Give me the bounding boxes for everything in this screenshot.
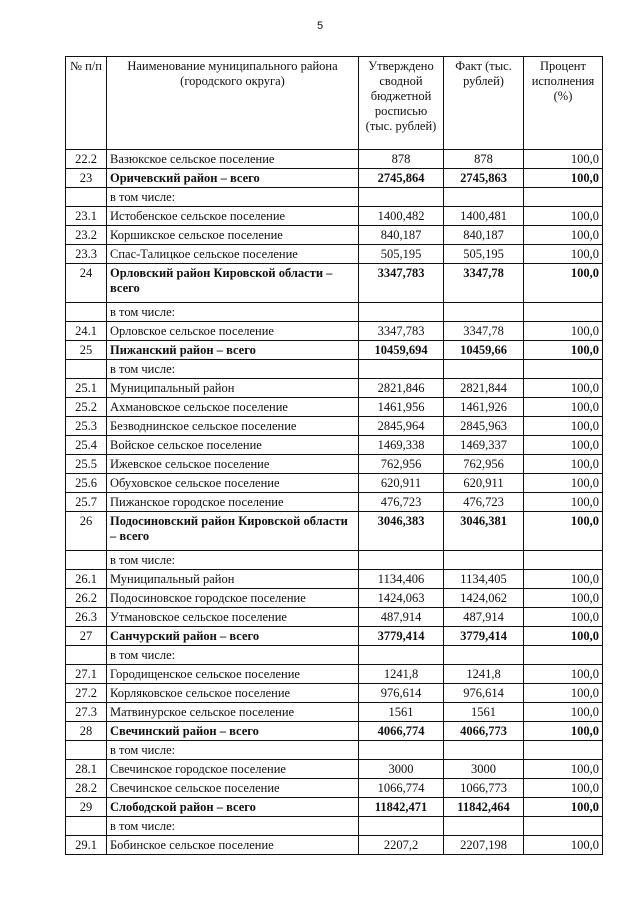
row-approved-cell: 1424,063 <box>359 589 444 608</box>
header-num: № п/п <box>66 57 107 150</box>
row-number-cell: 27.1 <box>66 665 107 684</box>
row-approved-cell: 976,614 <box>359 684 444 703</box>
row-percent-cell <box>524 188 603 207</box>
row-percent-cell <box>524 646 603 665</box>
table-row <box>66 493 603 512</box>
budget-execution-table <box>65 56 603 855</box>
row-fact-cell: 4066,773 <box>444 722 524 741</box>
table-row <box>66 608 603 627</box>
row-approved-cell: 620,911 <box>359 474 444 493</box>
row-number-cell: 24 <box>66 264 107 303</box>
row-number-cell <box>66 303 107 322</box>
table-row <box>66 245 603 264</box>
row-approved-cell: 2821,846 <box>359 379 444 398</box>
row-approved-cell: 1561 <box>359 703 444 722</box>
row-name-cell: Обуховское сельское поселение <box>107 474 359 493</box>
table-row <box>66 836 603 855</box>
row-name-cell: Орловский район Кировской области – всего <box>107 264 359 303</box>
row-number-cell: 27.3 <box>66 703 107 722</box>
row-approved-cell: 840,187 <box>359 226 444 245</box>
row-number-cell: 25.1 <box>66 379 107 398</box>
row-percent-cell: 100,0 <box>524 455 603 474</box>
row-fact-cell: 3779,414 <box>444 627 524 646</box>
table-row <box>66 360 603 379</box>
row-percent-cell: 100,0 <box>524 245 603 264</box>
row-fact-cell <box>444 360 524 379</box>
row-approved-cell <box>359 188 444 207</box>
row-fact-cell <box>444 646 524 665</box>
row-percent-cell: 100,0 <box>524 779 603 798</box>
row-fact-cell: 505,195 <box>444 245 524 264</box>
row-percent-cell: 100,0 <box>524 570 603 589</box>
row-name-cell: Вазюкское сельское поселение <box>107 150 359 169</box>
row-name-cell: Подосиновское городское поселение <box>107 589 359 608</box>
table-row <box>66 322 603 341</box>
row-name-cell: в том числе: <box>107 551 359 570</box>
row-number-cell: 26 <box>66 512 107 551</box>
row-approved-cell: 3046,383 <box>359 512 444 551</box>
row-percent-cell: 100,0 <box>524 322 603 341</box>
row-name-cell: Истобенское сельское поселение <box>107 207 359 226</box>
row-number-cell: 25.2 <box>66 398 107 417</box>
row-number-cell: 23.2 <box>66 226 107 245</box>
row-percent-cell: 100,0 <box>524 417 603 436</box>
table-row <box>66 398 603 417</box>
row-number-cell: 23 <box>66 169 107 188</box>
row-percent-cell: 100,0 <box>524 684 603 703</box>
row-fact-cell: 1134,405 <box>444 570 524 589</box>
row-fact-cell: 2845,963 <box>444 417 524 436</box>
row-name-cell: в том числе: <box>107 646 359 665</box>
table-row <box>66 188 603 207</box>
row-percent-cell: 100,0 <box>524 150 603 169</box>
row-approved-cell <box>359 551 444 570</box>
row-name-cell: Свечинское городское поселение <box>107 760 359 779</box>
row-number-cell: 26.1 <box>66 570 107 589</box>
row-approved-cell: 2745,864 <box>359 169 444 188</box>
row-fact-cell: 3347,78 <box>444 322 524 341</box>
row-approved-cell: 2845,964 <box>359 417 444 436</box>
row-fact-cell: 11842,464 <box>444 798 524 817</box>
row-percent-cell: 100,0 <box>524 493 603 512</box>
row-name-cell: Подосиновский район Кировской области – всего <box>107 512 359 551</box>
row-approved-cell <box>359 741 444 760</box>
row-approved-cell: 505,195 <box>359 245 444 264</box>
row-percent-cell: 100,0 <box>524 836 603 855</box>
row-percent-cell: 100,0 <box>524 341 603 360</box>
row-percent-cell: 100,0 <box>524 703 603 722</box>
table-row <box>66 589 603 608</box>
row-percent-cell <box>524 817 603 836</box>
row-name-cell: Бобинское сельское поселение <box>107 836 359 855</box>
row-number-cell: 25.3 <box>66 417 107 436</box>
table-row <box>66 684 603 703</box>
table-row <box>66 703 603 722</box>
table-row <box>66 379 603 398</box>
row-number-cell <box>66 360 107 379</box>
row-fact-cell: 10459,66 <box>444 341 524 360</box>
table-row <box>66 646 603 665</box>
row-number-cell: 22.2 <box>66 150 107 169</box>
row-approved-cell: 10459,694 <box>359 341 444 360</box>
row-percent-cell: 100,0 <box>524 722 603 741</box>
row-name-cell: Спас-Талицкое сельское поселение <box>107 245 359 264</box>
row-name-cell: Матвинурское сельское поселение <box>107 703 359 722</box>
table-row <box>66 226 603 245</box>
row-number-cell <box>66 741 107 760</box>
table-row <box>66 551 603 570</box>
table-row <box>66 779 603 798</box>
row-approved-cell: 2207,2 <box>359 836 444 855</box>
table-row <box>66 150 603 169</box>
table-row <box>66 817 603 836</box>
table-row <box>66 207 603 226</box>
row-number-cell <box>66 646 107 665</box>
row-percent-cell: 100,0 <box>524 169 603 188</box>
table-row <box>66 455 603 474</box>
row-number-cell <box>66 817 107 836</box>
row-name-cell: Коршикское сельское поселение <box>107 226 359 245</box>
row-percent-cell <box>524 360 603 379</box>
table-row <box>66 417 603 436</box>
row-fact-cell <box>444 303 524 322</box>
row-approved-cell <box>359 360 444 379</box>
row-name-cell: Ахмановское сельское поселение <box>107 398 359 417</box>
row-fact-cell <box>444 551 524 570</box>
row-fact-cell: 620,911 <box>444 474 524 493</box>
row-fact-cell <box>444 817 524 836</box>
table-row <box>66 722 603 741</box>
row-name-cell: в том числе: <box>107 741 359 760</box>
row-percent-cell: 100,0 <box>524 226 603 245</box>
table-row <box>66 303 603 322</box>
row-fact-cell: 1400,481 <box>444 207 524 226</box>
row-name-cell: в том числе: <box>107 360 359 379</box>
row-fact-cell: 476,723 <box>444 493 524 512</box>
row-approved-cell: 3347,783 <box>359 322 444 341</box>
row-fact-cell: 2207,198 <box>444 836 524 855</box>
row-fact-cell <box>444 188 524 207</box>
row-number-cell: 28.1 <box>66 760 107 779</box>
row-percent-cell <box>524 551 603 570</box>
row-approved-cell: 4066,774 <box>359 722 444 741</box>
table-row <box>66 627 603 646</box>
row-fact-cell: 2745,863 <box>444 169 524 188</box>
row-approved-cell: 1134,406 <box>359 570 444 589</box>
row-number-cell: 27.2 <box>66 684 107 703</box>
table-row <box>66 264 603 303</box>
row-percent-cell: 100,0 <box>524 608 603 627</box>
header-percent: Процент исполнения (%) <box>524 57 603 150</box>
row-fact-cell <box>444 741 524 760</box>
row-name-cell: Пижанское городское поселение <box>107 493 359 512</box>
table-row <box>66 169 603 188</box>
row-percent-cell: 100,0 <box>524 436 603 455</box>
row-number-cell: 29.1 <box>66 836 107 855</box>
row-name-cell: Муниципальный район <box>107 570 359 589</box>
table-header-row <box>66 57 603 150</box>
row-name-cell: Санчурский район – всего <box>107 627 359 646</box>
row-fact-cell: 1066,773 <box>444 779 524 798</box>
row-fact-cell: 1241,8 <box>444 665 524 684</box>
row-number-cell: 26.2 <box>66 589 107 608</box>
row-approved-cell: 11842,471 <box>359 798 444 817</box>
row-name-cell: Безводнинское сельское поселение <box>107 417 359 436</box>
row-percent-cell: 100,0 <box>524 474 603 493</box>
row-percent-cell: 100,0 <box>524 589 603 608</box>
row-fact-cell: 3347,78 <box>444 264 524 303</box>
row-percent-cell <box>524 303 603 322</box>
table-row <box>66 436 603 455</box>
row-number-cell: 24.1 <box>66 322 107 341</box>
row-number-cell: 26.3 <box>66 608 107 627</box>
row-name-cell: Ижевское сельское поселение <box>107 455 359 474</box>
row-approved-cell: 476,723 <box>359 493 444 512</box>
row-number-cell: 23.1 <box>66 207 107 226</box>
row-name-cell: Корляковское сельское поселение <box>107 684 359 703</box>
row-fact-cell: 3046,381 <box>444 512 524 551</box>
row-fact-cell: 3000 <box>444 760 524 779</box>
row-approved-cell: 3779,414 <box>359 627 444 646</box>
row-name-cell: Пижанский район – всего <box>107 341 359 360</box>
table-row <box>66 512 603 551</box>
row-approved-cell: 1461,956 <box>359 398 444 417</box>
row-name-cell: Оричевский район – всего <box>107 169 359 188</box>
row-number-cell: 25.5 <box>66 455 107 474</box>
table-row <box>66 741 603 760</box>
row-number-cell: 25.6 <box>66 474 107 493</box>
row-fact-cell: 1561 <box>444 703 524 722</box>
row-percent-cell: 100,0 <box>524 264 603 303</box>
row-name-cell: Слободской район – всего <box>107 798 359 817</box>
row-fact-cell: 976,614 <box>444 684 524 703</box>
row-name-cell: Городищенское сельское поселение <box>107 665 359 684</box>
row-number-cell: 28.2 <box>66 779 107 798</box>
row-number-cell: 25 <box>66 341 107 360</box>
row-number-cell <box>66 188 107 207</box>
row-approved-cell: 1469,338 <box>359 436 444 455</box>
row-percent-cell: 100,0 <box>524 207 603 226</box>
table-row <box>66 474 603 493</box>
row-name-cell: в том числе: <box>107 188 359 207</box>
row-name-cell: Утмановское сельское поселение <box>107 608 359 627</box>
row-fact-cell: 1461,926 <box>444 398 524 417</box>
row-number-cell: 28 <box>66 722 107 741</box>
row-percent-cell: 100,0 <box>524 512 603 551</box>
row-percent-cell: 100,0 <box>524 379 603 398</box>
table-row <box>66 760 603 779</box>
row-percent-cell: 100,0 <box>524 398 603 417</box>
header-name: Наименование муниципального района (городского округа) <box>107 57 359 150</box>
row-fact-cell: 1424,062 <box>444 589 524 608</box>
row-approved-cell <box>359 303 444 322</box>
table-row <box>66 665 603 684</box>
row-approved-cell: 487,914 <box>359 608 444 627</box>
row-name-cell: Муниципальный район <box>107 379 359 398</box>
row-number-cell: 25.4 <box>66 436 107 455</box>
header-approved: Утверждено сводной бюджетной росписью (тыс. рублей) <box>359 57 444 150</box>
row-name-cell: в том числе: <box>107 817 359 836</box>
row-approved-cell: 1066,774 <box>359 779 444 798</box>
table-row <box>66 570 603 589</box>
row-number-cell: 29 <box>66 798 107 817</box>
row-percent-cell: 100,0 <box>524 665 603 684</box>
row-name-cell: Свечинский район – всего <box>107 722 359 741</box>
table-row <box>66 341 603 360</box>
row-approved-cell: 3000 <box>359 760 444 779</box>
row-fact-cell: 878 <box>444 150 524 169</box>
row-percent-cell: 100,0 <box>524 760 603 779</box>
row-percent-cell: 100,0 <box>524 627 603 646</box>
row-approved-cell: 3347,783 <box>359 264 444 303</box>
row-approved-cell: 1241,8 <box>359 665 444 684</box>
row-number-cell: 23.3 <box>66 245 107 264</box>
row-name-cell: Свечинское сельское поселение <box>107 779 359 798</box>
row-number-cell: 27 <box>66 627 107 646</box>
row-approved-cell: 762,956 <box>359 455 444 474</box>
row-number-cell <box>66 551 107 570</box>
row-number-cell: 25.7 <box>66 493 107 512</box>
row-fact-cell: 1469,337 <box>444 436 524 455</box>
row-approved-cell: 1400,482 <box>359 207 444 226</box>
page-number: 5 <box>316 20 324 32</box>
row-fact-cell: 2821,844 <box>444 379 524 398</box>
row-percent-cell <box>524 741 603 760</box>
row-approved-cell: 878 <box>359 150 444 169</box>
row-fact-cell: 762,956 <box>444 455 524 474</box>
row-name-cell: Войское сельское поселение <box>107 436 359 455</box>
row-approved-cell <box>359 646 444 665</box>
row-fact-cell: 487,914 <box>444 608 524 627</box>
row-name-cell: Орловское сельское поселение <box>107 322 359 341</box>
row-percent-cell: 100,0 <box>524 798 603 817</box>
row-approved-cell <box>359 817 444 836</box>
table-row <box>66 798 603 817</box>
row-fact-cell: 840,187 <box>444 226 524 245</box>
row-name-cell: в том числе: <box>107 303 359 322</box>
header-fact: Факт (тыс. рублей) <box>444 57 524 150</box>
